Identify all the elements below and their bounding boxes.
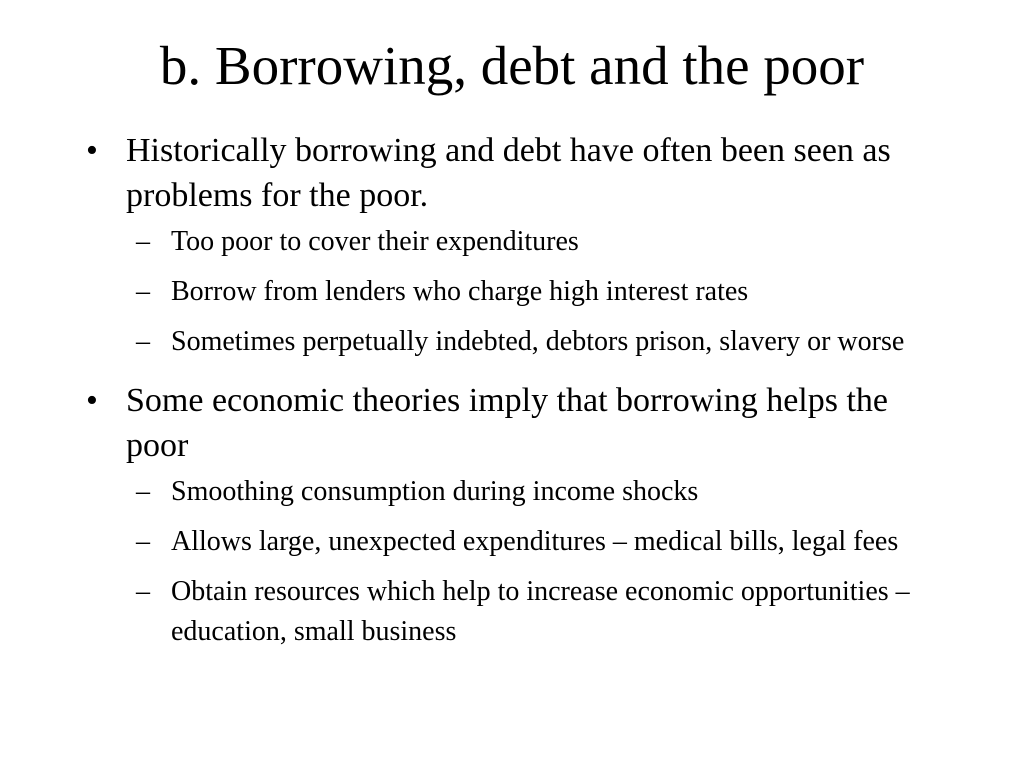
bullet-text: Some economic theories imply that borrowing helps the poor (126, 382, 889, 464)
dash-icon: – (136, 226, 150, 257)
sub-bullet-text: Borrow from lenders who charge high interest rates (171, 276, 749, 307)
sub-bullet-item (0, 222, 951, 262)
dash-icon: – (136, 576, 150, 607)
bullet-text: Historically borrowing and debt have often been seen as problems for the poor. (126, 132, 891, 214)
bullet-item-2 (0, 378, 916, 468)
sub-bullet-text: Allows large, unexpected expenditures – medical bills, legal fees (171, 526, 899, 557)
sub-bullet-item (0, 572, 951, 652)
sub-bullet-text: Smoothing consumption during income shocks (171, 476, 699, 507)
sub-bullet-item (0, 272, 951, 312)
sub-bullet-text: Obtain resources which help to increase economic opportunities – education, small business (171, 576, 910, 647)
bullet-item-1 (0, 128, 916, 218)
dash-icon: – (136, 326, 150, 357)
slide-content (0, 128, 1024, 662)
sub-bullet-item (0, 522, 951, 562)
slide-title: b. Borrowing, debt and the poor (159, 35, 865, 96)
sub-bullet-item (0, 322, 951, 362)
bullet-icon: • (86, 132, 98, 169)
dash-icon: – (136, 476, 150, 507)
bullet-icon: • (86, 382, 98, 419)
dash-icon: – (136, 526, 150, 557)
dash-icon: – (136, 276, 150, 307)
sub-bullet-text: Too poor to cover their expenditures (171, 226, 579, 257)
sub-bullet-text: Sometimes perpetually indebted, debtors prison, slavery or worse (171, 326, 905, 357)
sub-bullet-item (0, 472, 951, 512)
